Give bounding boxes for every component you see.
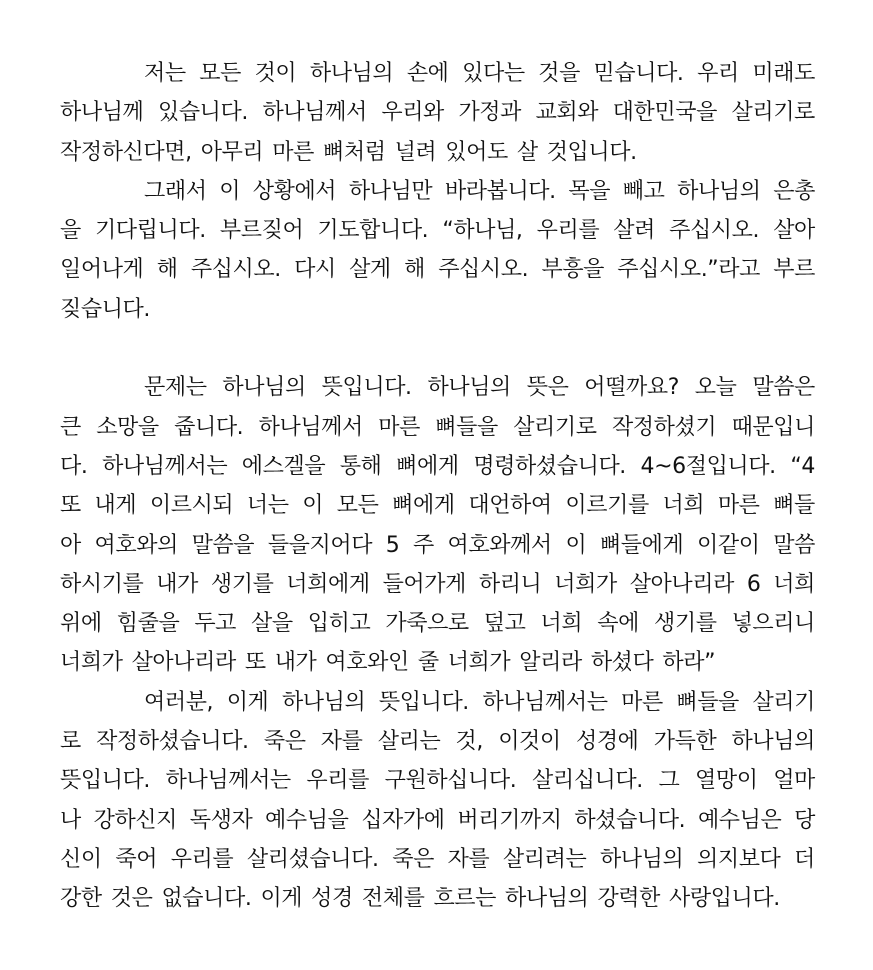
- word: 로: [60, 729, 81, 755]
- word: 미래도: [752, 61, 815, 86]
- word: 나: [60, 807, 81, 833]
- word: 목을: [568, 178, 611, 204]
- word: 줍니다.: [174, 414, 244, 440]
- word: 죽어: [115, 846, 158, 872]
- word: 하리니: [478, 571, 542, 597]
- word: 당: [794, 807, 815, 833]
- word: 하나님께서는: [102, 453, 228, 479]
- word: 일어나게: [60, 257, 144, 283]
- word: 주십시오.: [438, 257, 529, 283]
- word: 살아: [773, 218, 815, 244]
- word: 살을: [251, 611, 293, 637]
- word: 손에: [406, 61, 449, 86]
- word: 때문입니: [731, 414, 815, 440]
- text-line: [60, 683, 815, 722]
- word: 말씀을: [191, 532, 255, 558]
- word: 신이: [60, 846, 102, 872]
- word: 의지보다: [697, 846, 781, 872]
- text-line: [60, 172, 815, 211]
- word: 강한: [60, 886, 102, 912]
- word: 주십시오.”라고: [617, 257, 760, 283]
- word: 작정하셨기: [611, 414, 717, 440]
- word: 하나님께: [60, 100, 144, 126]
- word: 주십시오.: [669, 218, 760, 244]
- word: 살게: [349, 257, 391, 283]
- word: 큰: [60, 414, 81, 440]
- word: 뼈에게: [396, 453, 459, 479]
- word: 믿습니다.: [593, 61, 684, 86]
- word: 하나님의: [677, 178, 761, 204]
- word: 전체를: [361, 886, 425, 912]
- word: 너희에게: [286, 571, 370, 597]
- text-line: [60, 93, 815, 132]
- word: 하나님의: [281, 689, 366, 715]
- text-line: [60, 290, 815, 329]
- word: 위에: [60, 611, 102, 637]
- word: 상황에서: [252, 178, 337, 204]
- word: 하나님의: [731, 729, 815, 755]
- word: 말씀: [773, 532, 815, 558]
- word: 4~6절입니다.: [640, 453, 776, 479]
- word: 모든: [336, 493, 379, 519]
- word: 성경에: [575, 729, 639, 755]
- text-line: [60, 486, 815, 525]
- word: 너희가: [60, 650, 123, 676]
- word: 뼈들에게: [599, 532, 684, 558]
- text-line: [60, 526, 815, 565]
- text-line: [60, 761, 815, 800]
- word: 없습니다.: [161, 886, 252, 912]
- word: 있습니다.: [157, 100, 248, 126]
- word: 예수님은: [697, 807, 782, 833]
- word: “하나님,: [442, 218, 523, 244]
- word: 내게: [94, 493, 137, 519]
- word: 하나님께서는: [165, 768, 291, 794]
- word: 마른: [717, 493, 760, 519]
- word: 생기를: [210, 571, 274, 597]
- text-line: [60, 368, 815, 407]
- word: 이같이: [697, 532, 760, 558]
- word: 내가: [274, 650, 317, 676]
- word: 하라”: [662, 650, 716, 676]
- word: 사랑입니다.: [669, 886, 780, 912]
- text-line: [60, 54, 815, 93]
- word: 우리를: [536, 218, 600, 244]
- word: 알리라: [519, 650, 582, 676]
- word: 예수님을: [265, 807, 349, 833]
- word: 것입니다.: [546, 139, 637, 165]
- word: 모든: [199, 61, 241, 86]
- word: 너희가: [447, 650, 511, 676]
- word: 소망을: [96, 414, 159, 440]
- word: 가정과: [458, 100, 522, 126]
- word: 하셨다: [590, 650, 654, 676]
- word: 흐르는: [433, 886, 497, 912]
- word: 주십시오.: [190, 257, 281, 283]
- word: 여호와의: [94, 532, 178, 558]
- word: 작정하셨습니다.: [96, 729, 249, 755]
- word: 또: [244, 650, 266, 676]
- word: 은총: [773, 178, 815, 204]
- text-line: [60, 604, 815, 643]
- word: 살리십니다.: [531, 768, 643, 794]
- word: 아: [60, 532, 81, 558]
- word: 기도합니다.: [317, 218, 429, 244]
- word: 마른: [272, 139, 314, 165]
- word: 것을: [538, 61, 580, 86]
- word: 자를: [320, 729, 363, 755]
- word: 너희: [540, 611, 583, 637]
- word: “4: [790, 453, 815, 479]
- word: 뼈에게: [392, 493, 455, 519]
- word: 덮고: [483, 611, 526, 637]
- text-line: [60, 643, 815, 682]
- word: 을: [60, 218, 81, 244]
- word: 교회와: [535, 100, 599, 126]
- word: 하시기를: [60, 571, 144, 597]
- word: 여호와인: [325, 650, 409, 676]
- word: 가득한: [653, 729, 717, 755]
- word: 우리와: [381, 100, 444, 126]
- word: 어떨까요?: [584, 375, 679, 401]
- word: 죽은: [392, 846, 434, 872]
- word: 주: [413, 532, 434, 558]
- word: 독생자: [189, 807, 253, 833]
- word: 뜻입니다.: [60, 768, 151, 794]
- word: 뜻은: [526, 375, 569, 401]
- word: 하나님의: [427, 375, 511, 401]
- word: 너희가: [554, 571, 617, 597]
- text-line: [60, 447, 815, 486]
- word: 이: [219, 178, 241, 204]
- word: 것은: [110, 886, 153, 912]
- word: 작정하신다면,: [60, 139, 192, 165]
- paragraph: [60, 683, 815, 919]
- text-line: [60, 133, 815, 172]
- word: 너는: [246, 493, 289, 519]
- text-line: [60, 801, 815, 840]
- word: 구원하십니다.: [384, 768, 517, 794]
- word: 뼈들: [773, 493, 815, 519]
- word: 다시: [294, 257, 336, 283]
- word: 말씀은: [752, 375, 815, 401]
- word: 얼마: [773, 768, 815, 794]
- word: 두고: [194, 611, 237, 637]
- text-line: [60, 211, 815, 250]
- text-line: [60, 840, 815, 879]
- text-line: [60, 408, 815, 447]
- word: 하나님만: [348, 178, 433, 204]
- word: 뜻입니다.: [321, 375, 412, 401]
- word: 뼈처럼: [323, 139, 386, 165]
- word: 또: [60, 493, 81, 519]
- word: 우리를: [170, 846, 234, 872]
- word: 살리기: [752, 689, 815, 715]
- word: 더: [794, 846, 815, 872]
- word: 들어가게: [382, 571, 466, 597]
- sermon-text-page: [60, 54, 815, 919]
- word: 것이: [254, 61, 297, 86]
- word: 생기를: [654, 611, 717, 637]
- word: 이: [565, 532, 587, 558]
- word: 너희: [773, 571, 815, 597]
- word: 하나님께서는: [482, 689, 608, 715]
- word: 힘줄을: [116, 611, 180, 637]
- word: 죽은: [263, 729, 306, 755]
- word: 대언하여: [468, 493, 552, 519]
- word: 마른: [621, 689, 663, 715]
- word: 속에: [597, 611, 639, 637]
- word: 마른: [378, 414, 420, 440]
- word: 저는: [144, 61, 186, 86]
- text-line: [60, 879, 815, 918]
- paragraph-spacer: [60, 329, 815, 368]
- word: 너희: [662, 493, 705, 519]
- word: 강력한: [597, 886, 660, 912]
- text-line: [60, 722, 815, 761]
- word: 입히고: [307, 611, 371, 637]
- word: 뼈들을: [435, 414, 498, 440]
- word: 해: [404, 257, 425, 283]
- word: 하나님의: [309, 61, 394, 86]
- word: 넣으리니: [731, 611, 815, 637]
- word: 명령하셨습니다.: [473, 453, 626, 479]
- word: 하나님의: [505, 886, 589, 912]
- word: 부르짖어: [219, 218, 304, 244]
- word: 하나님께서: [258, 414, 363, 440]
- word: 5: [385, 532, 400, 558]
- word: 널려: [394, 139, 437, 165]
- word: 살려: [613, 218, 655, 244]
- word: 하나님께서: [262, 100, 367, 126]
- word: 빼고: [622, 178, 665, 204]
- word: 이: [302, 493, 324, 519]
- word: 살리는: [377, 729, 441, 755]
- word: 부흥을: [541, 257, 605, 283]
- word: 우리를: [306, 768, 369, 794]
- word: 에스겔을: [241, 453, 326, 479]
- word: 우리: [697, 61, 739, 86]
- word: 것,: [455, 729, 483, 755]
- text-line: [60, 250, 815, 289]
- word: 오늘: [694, 375, 737, 401]
- word: 성경: [311, 886, 353, 912]
- word: 있어도: [445, 139, 508, 165]
- word: 이것이: [498, 729, 561, 755]
- word: 통해: [339, 453, 382, 479]
- word: 자를: [447, 846, 490, 872]
- word: 여러분,: [144, 689, 214, 715]
- word: 부르: [773, 257, 815, 283]
- word: 6: [746, 571, 761, 597]
- word: 버리기까지: [457, 807, 562, 833]
- word: 여호와께서: [447, 532, 552, 558]
- word: 바라봅니다.: [444, 178, 556, 204]
- word: 뜻입니다.: [378, 689, 469, 715]
- paragraph: [60, 368, 815, 682]
- word: 그: [658, 768, 680, 794]
- word: 열망이: [694, 768, 758, 794]
- word: 하나님의: [222, 375, 306, 401]
- word: 하나님의: [599, 846, 684, 872]
- word: 살아나리라: [629, 571, 734, 597]
- paragraph: [60, 172, 815, 329]
- word: 살리셨습니다.: [246, 846, 379, 872]
- word: 이르기를: [565, 493, 649, 519]
- word: 들을지어다: [267, 532, 373, 558]
- text-line: [60, 565, 815, 604]
- word: 줄: [417, 650, 439, 676]
- word: 이게: [226, 689, 269, 715]
- word: 살리기로: [513, 414, 597, 440]
- word: 짖습니다.: [60, 296, 151, 322]
- word: 해: [156, 257, 178, 283]
- word: 살아나리라: [131, 650, 236, 676]
- word: 그래서: [144, 178, 207, 204]
- word: 뼈들을: [676, 689, 739, 715]
- word: 기다립니다.: [94, 218, 206, 244]
- paragraph: [60, 54, 815, 172]
- word: 이르시되: [149, 493, 234, 519]
- word: 살리려는: [502, 846, 587, 872]
- word: 강하신지: [93, 807, 178, 833]
- word: 내가: [156, 571, 198, 597]
- word: 문제는: [144, 375, 207, 401]
- word: 십자가에: [361, 807, 445, 833]
- word: 아무리: [200, 139, 264, 165]
- word: 있다는: [462, 61, 525, 86]
- word: 살리기로: [731, 100, 815, 126]
- word: 살: [516, 139, 538, 165]
- word: 대한민국을: [612, 100, 717, 126]
- word: 하셨습니다.: [574, 807, 686, 833]
- word: 이게: [260, 886, 303, 912]
- word: 다.: [60, 453, 88, 479]
- word: 가죽으로: [385, 611, 469, 637]
